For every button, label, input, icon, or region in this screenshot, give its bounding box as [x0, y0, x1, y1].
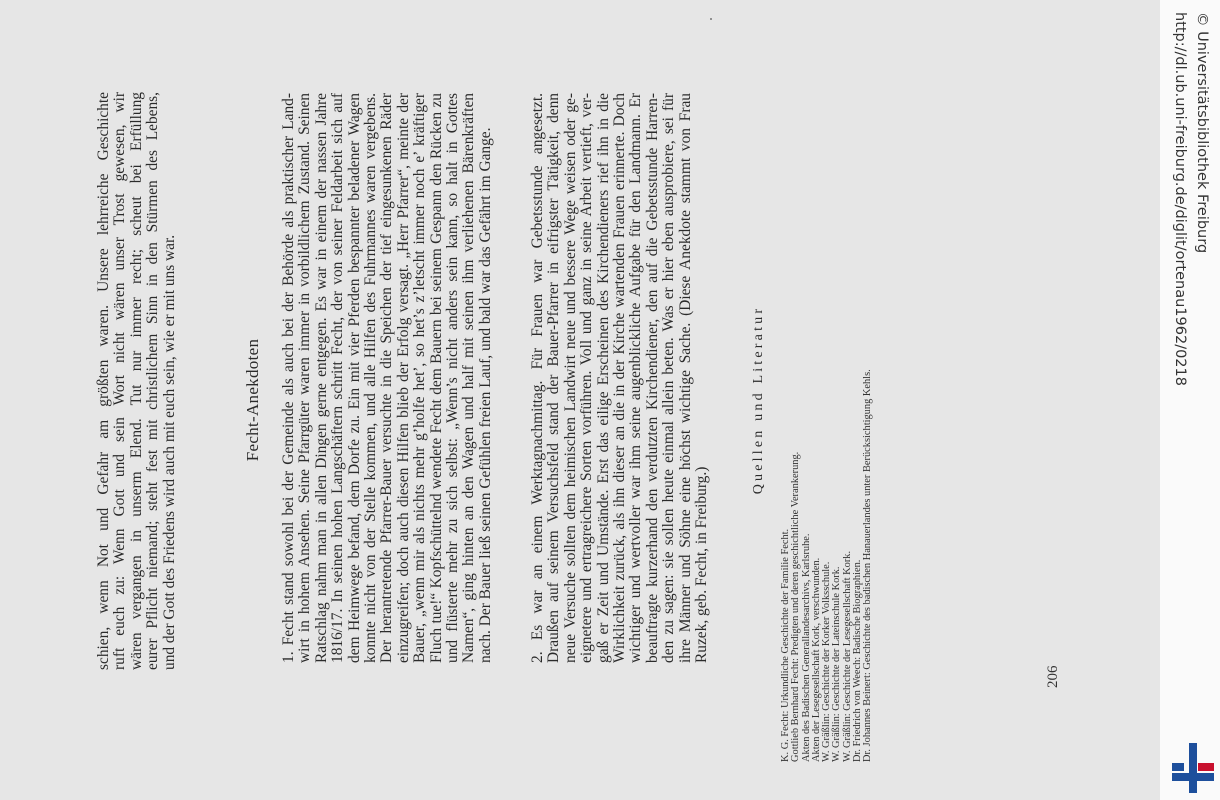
source-item: W. Gräßlin: Geschichte der Lateinschule Kork.	[831, 566, 843, 762]
source-item: Akten des Badischen Generallandesarchivs, Karlsruhe.	[800, 533, 812, 762]
source-item: W. Gräßlin: Geschichte der Korker Volksschule.	[821, 561, 833, 762]
text-line: Draußen auf seinem Versuchsfeld stand der Bauer-Pfarrer in eifrigster Tätigkeit, denn	[545, 93, 563, 663]
source-item: Dr. Johannes Beinert: Geschichte des badischen Hanauerlandes unter Berücksichtigung Kehls.	[862, 369, 874, 762]
page-number: 206	[1045, 665, 1061, 688]
text-line: eignetere und ertragreichere Sorten vorführen. Voll und ganz in seine Arbeit vertieft, ver-	[578, 93, 596, 663]
text-line: Bauer, „wenn mir als nichts mehr g’holfe het’, so het’s z’letscht immer noch e’ kräftiger	[411, 93, 429, 663]
text-line: 1816/17. In seinen hohen Langschäftern schritt Fecht, der von seiner Feldarbeit sich auf	[329, 93, 347, 663]
section-heading: Fecht-Anekdoten	[243, 338, 262, 462]
logo-blue-vertical	[1189, 743, 1197, 793]
text-line: 1. Fecht stand sowohl bei der Gemeinde als auch bei der Behörde als praktischer Land-	[280, 93, 297, 663]
text-line: und der Gott des Friedens wird auch mit euch sein, wie er mit uns war.	[160, 234, 178, 670]
ub-freiburg-logo-icon	[1172, 743, 1214, 793]
logo-red-bar	[1198, 763, 1214, 771]
copyright-notice: © Universitätsbibliothek Freiburg	[1194, 12, 1210, 254]
text-line: wirt in hohem Ansehen. Seine Pfarrgüter waren immer in vorbildlichem Zustand. Seinen	[296, 93, 314, 663]
text-line: Ruzek, geb. Fecht, in Freiburg.)	[693, 466, 711, 663]
text-line: Namen“, ging hinten an den Wagen und half mit seinen ihm verliehenen Bärenkräften	[460, 93, 478, 663]
text-line: gaß er Zeit und Umstände. Erst das eilige Erscheinen des Kirchendieners rief ihn in die	[594, 93, 612, 663]
source-item: Akten der Lesegesellschaft Kork, verschwunden.	[810, 557, 822, 762]
text-line: Wirklichkeit zurück, als ihn dieser an die in der Kirche wartenden Frauen erinnerte. Doch	[611, 93, 629, 663]
text-line: Der herantretende Pfarrer-Bauer versuchte in die Speichen der tief eingesunkenen Räder	[378, 93, 396, 663]
text-line: neue Versuche sollten dem heimischen Landwirt neue und bessere Wege weisen oder ge-	[561, 93, 579, 663]
text-line: einzugreifen; doch auch diesen Hilfen blieb der Erfolg versagt. „Herr Pfarrer“, meinte der	[394, 93, 412, 663]
anecdote-1-paragraph	[281, 93, 494, 663]
text-line: Fluch tue!“ Kopfschüttelnd wendete Fecht dem Bauern bei seinem Gespann den Rücken zu	[427, 93, 445, 663]
sources-list	[781, 2, 874, 762]
text-line: schien, wenn Not und Gefahr am größten waren. Unsere lehrreiche Geschichte	[95, 92, 112, 670]
text-line: eurer Pflicht niemand; steht fest mit christlichem Sinn in den Stürmen des Lebens,	[144, 92, 162, 670]
text-line: nach. Der Bauer ließ seinen Gefühlen freien Lauf, und bald war das Gefährt im Gange.	[476, 127, 494, 663]
text-line: wären vergangen in unserm Elend. Tut nur immer recht; scheut bei Erfüllung	[127, 92, 145, 670]
source-item: W. Gräßlin: Geschichte der Lesegesellschaft Kork.	[841, 550, 853, 762]
text-line: den zu sagen: sie sollen heute einmal allein beten. Was er hier eben ausprobiere, sei für	[660, 93, 678, 663]
text-line: ruft euch zu: Wenn Gott und sein Wort nicht wären unser Trost gewesen, wir	[111, 92, 129, 670]
source-item: K. G. Fecht: Urkundliche Geschichte der Familie Fecht.	[780, 528, 791, 762]
text-line: beauftragte kurzerhand den verdutzten Kirchendiener, den auf die Gebetsstunde Harren-	[643, 93, 661, 663]
text-line: und flüsterte mehr zu sich selbst: „Wenn’s nicht anders sein kann, so halt in Gottes	[444, 93, 462, 663]
text-line: dem Heimwege befand, dem Dorfe zu. Ein mit vier Pferden bespannter beladener Wagen	[345, 93, 363, 663]
sources-heading: Quellen und Literatur	[751, 305, 766, 495]
text-line: wichtiger und wertvoller war ihm seine augenblickliche Aufgabe für den Landmann. Er	[627, 93, 645, 663]
source-item: Gottlieb Bernhard Fecht: Predigten und deren geschichtliche Verankerung.	[790, 451, 802, 762]
source-item: Dr. Friedrich von Weech: Badische Biographien.	[852, 559, 864, 762]
logo-blue-bar-top	[1172, 763, 1184, 771]
anecdote-2-paragraph	[530, 93, 710, 663]
source-url-link[interactable]: http://dl.ub.uni-freiburg.de/diglit/ortenau1962/0218	[1172, 12, 1188, 386]
text-line: 2. Es war an einem Werktagnachmittag. Für Frauen war Gebetsstunde angesetzt.	[529, 93, 546, 663]
intro-paragraph	[96, 92, 178, 670]
text-line: Ratschlag nahm man in allen Dingen gerne entgegen. Es war in einem der nassen Jahre	[312, 93, 330, 663]
scan-speck	[710, 18, 712, 20]
text-line: konnte nicht von der Stelle kommen, und alle Hilfen des Fuhrmannes waren vergebens.	[362, 93, 380, 663]
text-line: ihre Männer und Söhne eine höchst wichtige Sache. (Diese Anekdote stammt von Frau	[676, 93, 694, 663]
